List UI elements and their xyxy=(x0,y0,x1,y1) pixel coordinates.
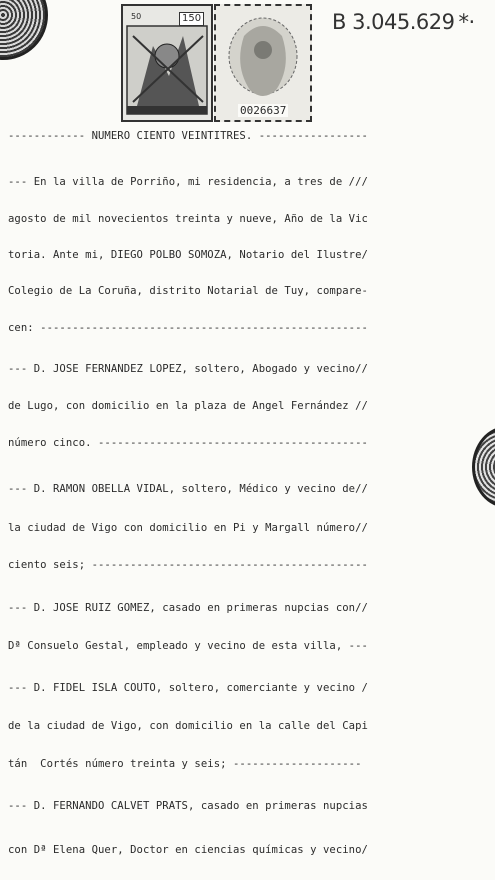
document-line: --- D. RAMON OBELLA VIDAL, soltero, Médico y vecino de// xyxy=(8,483,368,495)
document-line: Colegio de La Coruña, distrito Notarial de Tuy, compare- xyxy=(8,285,368,297)
notary-seal-right xyxy=(472,426,495,508)
document-line: ciento seis; ------------------------------------------- xyxy=(8,559,368,571)
document-line: cen: --------------------------------------------------- xyxy=(8,322,368,334)
document-line: tán Cortés número treinta y seis; -------------------- xyxy=(8,758,362,770)
document-code-number: B 3.045.629 xyxy=(332,10,455,34)
document-line: toria. Ante mi, DIEGO POLBO SOMOZA, Notario del Ilustre/ xyxy=(8,249,368,261)
document-line: --- D. JOSE FERNANDEZ LOPEZ, soltero, Abogado y vecino// xyxy=(8,363,368,375)
document-line: --- En la villa de Porriño, mi residencia, a tres de /// xyxy=(8,176,368,188)
document-line: de Lugo, con domicilio en la plaza de Angel Fernández // xyxy=(8,400,368,412)
fiscal-stamp-left xyxy=(121,4,213,122)
stamp-value: 150 xyxy=(179,12,204,26)
document-line: número cinco. ------------------------------------------ xyxy=(8,437,368,449)
stamp-serial-number: 0026637 xyxy=(240,104,287,117)
stamp-label: 50 xyxy=(131,12,142,21)
document-line: --- D. FERNANDO CALVET PRATS, casado en primeras nupcias xyxy=(8,800,368,812)
document-line: ------------ NUMERO CIENTO VEINTITRES. ----------------- xyxy=(8,130,368,142)
document-code-mark: *· xyxy=(458,10,475,34)
document-line: de la ciudad de Vigo, con domicilio en la calle del Capi xyxy=(8,720,368,732)
stamp-engraving-icon xyxy=(216,6,310,120)
document-line: agosto de mil novecientos treinta y nueve, Año de la Vic xyxy=(8,213,368,225)
document-line: con Dª Elena Quer, Doctor en ciencias químicas y vecino/ xyxy=(8,844,368,856)
document-line: --- D. FIDEL ISLA COUTO, soltero, comerciante y vecino / xyxy=(8,682,368,694)
document-line: la ciudad de Vigo con domicilio en Pi y Margall número// xyxy=(8,522,368,534)
document-line: Dª Consuelo Gestal, empleado y vecino de esta villa, --- xyxy=(8,640,368,652)
notary-seal-top-left xyxy=(0,0,48,60)
document-line: --- D. JOSE RUIZ GOMEZ, casado en primeras nupcias con// xyxy=(8,602,368,614)
document-code xyxy=(332,10,475,34)
